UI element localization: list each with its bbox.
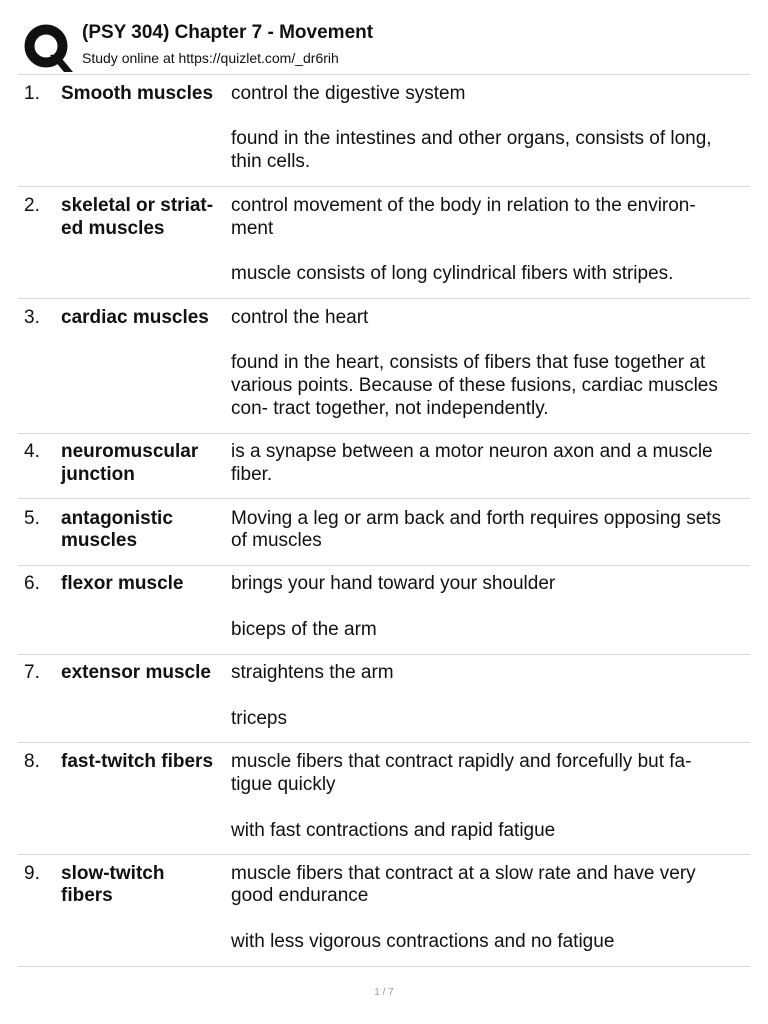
card-definition: muscle fibers that contract at a slow rate and have very: [231, 863, 696, 884]
card-term: muscles: [61, 530, 138, 551]
card-term: cardiac muscles: [61, 307, 209, 328]
card-definition: fiber.: [231, 464, 273, 485]
card-definition: con- tract together, not independently.: [231, 398, 549, 419]
card-definition: control the heart: [231, 307, 369, 328]
card-definition: found in the intestines and other organs, consists of long,: [231, 128, 712, 149]
card-divider: [18, 654, 750, 655]
card-definition: various points. Because of these fusions, cardiac muscles: [231, 375, 718, 396]
card-definition: biceps of the arm: [231, 619, 377, 640]
card-term: junction: [61, 464, 135, 485]
document-title: (PSY 304) Chapter 7 - Movement: [82, 22, 374, 43]
card-definition: triceps: [231, 708, 287, 729]
card-divider: [18, 298, 750, 299]
card-divider: [18, 742, 750, 743]
card-definition: is a synapse between a motor neuron axon and a muscle: [231, 441, 713, 462]
card-number: 1.: [24, 83, 40, 104]
study-online-link[interactable]: Study online at https://quizlet.com/_dr6rih: [82, 50, 339, 66]
card-term: fast-twitch fibers: [61, 751, 214, 772]
page-header: [0, 0, 768, 74]
card-term: antagonistic: [61, 508, 173, 529]
card-definition: control the digestive system: [231, 83, 466, 104]
card-definition: tigue quickly: [231, 774, 336, 795]
card-definition: thin cells.: [231, 151, 311, 172]
card-definition: control movement of the body in relation to the environ-: [231, 195, 696, 216]
card-term: extensor muscle: [61, 662, 211, 683]
card-divider: [18, 565, 750, 566]
card-term: neuromuscular: [61, 441, 199, 462]
card-term: ed muscles: [61, 218, 165, 239]
card-definition: straightens the arm: [231, 662, 394, 683]
card-definition: good endurance: [231, 885, 369, 906]
page-indicator: 1 / 7: [374, 987, 394, 998]
card-definition: ment: [231, 218, 274, 239]
card-number: 2.: [24, 195, 40, 216]
card-number: 6.: [24, 573, 40, 594]
card-divider: [18, 186, 750, 187]
card-definition: brings your hand toward your shoulder: [231, 573, 556, 594]
card-definition: of muscles: [231, 530, 322, 551]
card-term: skeletal or striat-: [61, 195, 214, 216]
card-definition: Moving a leg or arm back and forth requires opposing sets: [231, 508, 722, 529]
card-number: 3.: [24, 307, 40, 328]
card-definition: muscle fibers that contract rapidly and forcefully but fa-: [231, 751, 692, 772]
card-term: flexor muscle: [61, 573, 184, 594]
card-divider: [18, 966, 750, 967]
card-definition: found in the heart, consists of fibers that fuse together at: [231, 352, 706, 373]
quizlet-logo-icon: [20, 22, 74, 76]
card-number: 5.: [24, 508, 40, 529]
card-number: 9.: [24, 863, 40, 884]
header-divider: [18, 74, 750, 75]
card-definition: muscle consists of long cylindrical fibers with stripes.: [231, 263, 674, 284]
card-term: slow-twitch: [61, 863, 165, 884]
card-divider: [18, 433, 750, 434]
card-number: 8.: [24, 751, 40, 772]
card-term: Smooth muscles: [61, 83, 214, 104]
card-number: 4.: [24, 441, 40, 462]
card-definition: with fast contractions and rapid fatigue: [231, 820, 556, 841]
card-divider: [18, 498, 750, 499]
card-term: fibers: [61, 885, 113, 906]
card-definition: with less vigorous contractions and no fatigue: [231, 931, 615, 952]
card-number: 7.: [24, 662, 40, 683]
card-divider: [18, 854, 750, 855]
